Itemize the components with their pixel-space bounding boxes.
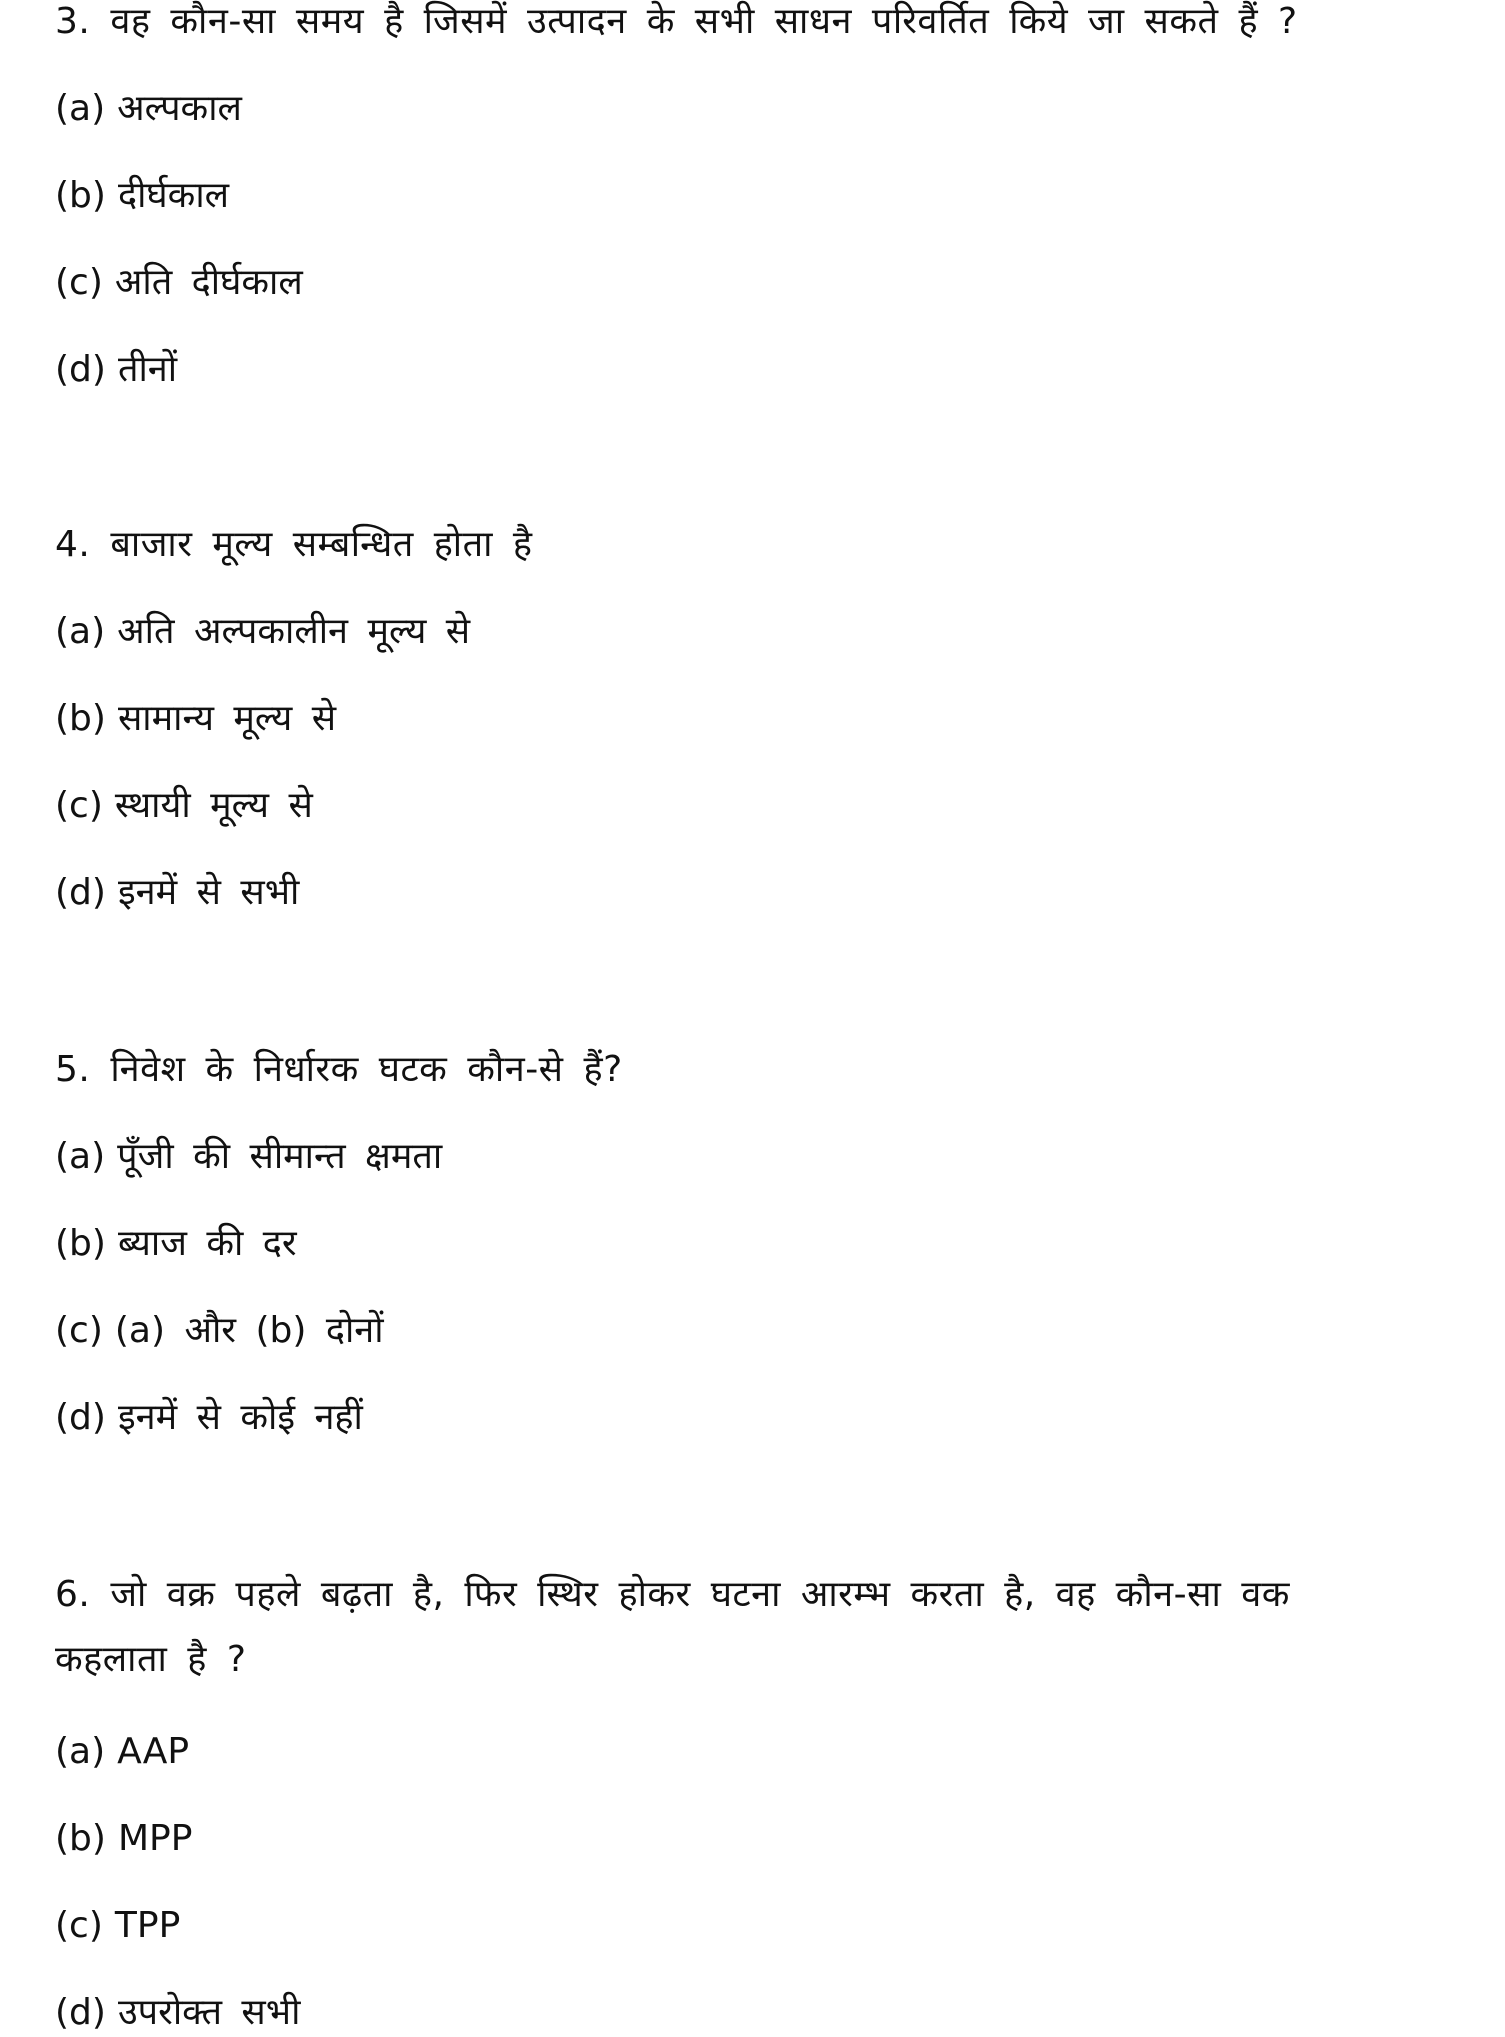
option-label: (d) xyxy=(55,1397,106,1438)
question-4-option-b xyxy=(55,695,1465,743)
question-5-option-a xyxy=(55,1133,1465,1181)
option-label: (c) xyxy=(55,785,103,826)
question-6-option-d xyxy=(55,1989,1465,2037)
option-label: (d) xyxy=(55,872,106,913)
question-6-option-b xyxy=(55,1815,1465,1863)
question-number: 4. xyxy=(55,524,91,565)
question-5 xyxy=(55,1046,1465,1094)
option-label: (c) xyxy=(55,1905,103,1946)
option-label: (d) xyxy=(55,1992,106,2033)
option-label: (a) xyxy=(55,1731,106,1772)
option-label: (a) xyxy=(55,88,106,129)
question-6-option-a xyxy=(55,1728,1465,1776)
option-label: (b) xyxy=(55,1818,106,1859)
option-text: (a) और (b) दोनों xyxy=(114,1310,384,1351)
option-text: स्थायी मूल्य से xyxy=(114,785,313,826)
question-3-option-b xyxy=(55,172,1465,220)
question-3-option-a xyxy=(55,85,1465,133)
option-label: (d) xyxy=(55,349,106,390)
question-4-option-a xyxy=(55,608,1465,656)
option-text: पूँजी की सीमान्त क्षमता xyxy=(117,1136,443,1177)
option-text: अति अल्पकालीन मूल्य से xyxy=(117,611,471,652)
option-label: (a) xyxy=(55,1136,106,1177)
option-label: (a) xyxy=(55,611,106,652)
question-5-option-b xyxy=(55,1220,1465,1268)
option-text: तीनों xyxy=(117,349,178,390)
option-text: इनमें से कोई नहीं xyxy=(117,1397,363,1438)
question-5-option-c xyxy=(55,1307,1465,1355)
question-3 xyxy=(55,0,1465,46)
question-number: 5. xyxy=(55,1049,91,1090)
option-label: (b) xyxy=(55,1223,106,1264)
question-3-option-d xyxy=(55,346,1465,394)
option-text: उपरोक्त सभी xyxy=(117,1992,301,2033)
question-6-continuation xyxy=(55,1636,1465,1684)
option-label: (b) xyxy=(55,698,106,739)
question-text: निवेश के निर्धारक घटक कौन-से हैं? xyxy=(110,1049,623,1090)
question-5-option-d xyxy=(55,1394,1465,1442)
question-number: 3. xyxy=(55,1,91,42)
option-label: (c) xyxy=(55,1310,103,1351)
question-3-option-c xyxy=(55,259,1465,307)
option-text: अति दीर्घकाल xyxy=(114,262,303,303)
option-text: TPP xyxy=(114,1905,181,1946)
question-6 xyxy=(55,1571,1465,1619)
option-text: अल्पकाल xyxy=(117,88,242,129)
option-text: इनमें से सभी xyxy=(117,872,300,913)
question-text-line2: कहलाता है ? xyxy=(55,1639,247,1680)
option-text: AAP xyxy=(117,1731,190,1772)
question-text: बाजार मूल्य सम्बन्धित होता है xyxy=(110,524,533,565)
option-label: (b) xyxy=(55,175,106,216)
option-text: ब्याज की दर xyxy=(117,1223,297,1264)
question-text: वह कौन-सा समय है जिसमें उत्पादन के सभी साधन परिवर्तित किये जा सकते हैं ? xyxy=(110,1,1298,42)
option-text: सामान्य मूल्य से xyxy=(117,698,337,739)
question-4 xyxy=(55,521,1465,569)
option-text: MPP xyxy=(117,1818,193,1859)
question-6-option-c xyxy=(55,1902,1465,1950)
question-4-option-d xyxy=(55,869,1465,917)
option-text: दीर्घकाल xyxy=(117,175,230,216)
option-label: (c) xyxy=(55,262,103,303)
question-4-option-c xyxy=(55,782,1465,830)
question-text: जो वक्र पहले बढ़ता है, फिर स्थिर होकर घटना आरम्भ करता है, वह कौन-सा वक xyxy=(110,1574,1290,1615)
question-number: 6. xyxy=(55,1574,91,1615)
